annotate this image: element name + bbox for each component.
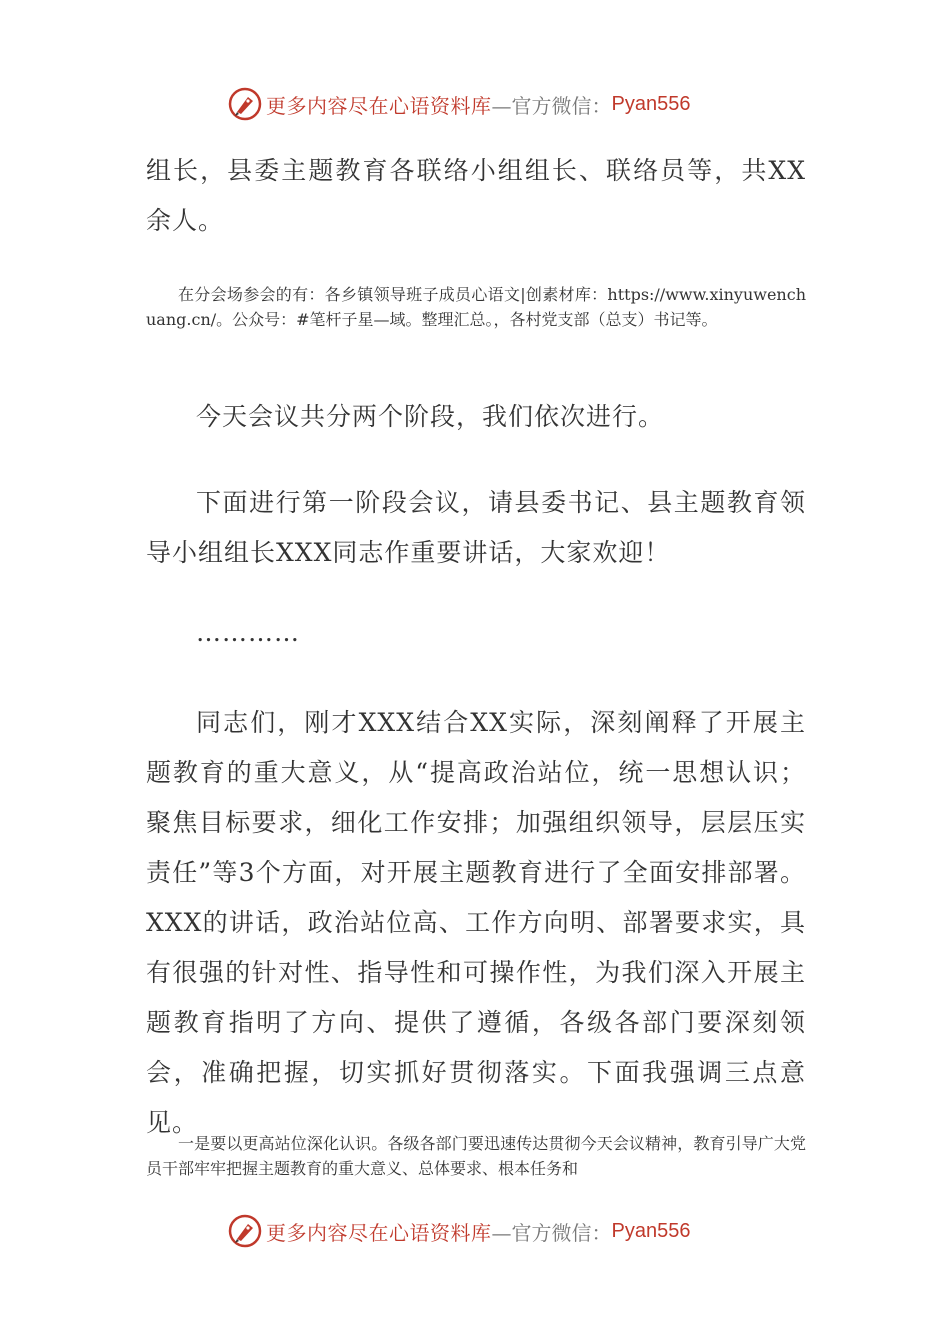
- paragraph-first-stage-intro: 下面进行第一阶段会议，请县委书记、县主题教育领导小组组长XXX同志作重要讲话，大家欢迎！: [146, 488, 806, 567]
- footer-wechat-label: —官方微信：: [491, 1220, 612, 1245]
- footer-banner: [228, 1211, 748, 1251]
- footer-brand-text: 更多内容尽在心语资料库: [266, 1220, 492, 1245]
- footer-wechat-id: Pyan556: [611, 1219, 691, 1242]
- header-banner: [228, 84, 748, 124]
- paragraph-attendees-continued: 组长，县委主题教育各联络小组组长、联络员等，共XX余人。: [146, 156, 806, 235]
- header-brand-text: 更多内容尽在心语资料库: [266, 93, 492, 118]
- paragraph-two-stages: 今天会议共分两个阶段，我们依次进行。: [196, 402, 665, 431]
- paragraph-subvenue-attendees: 在分会场参会的有：各乡镇领导班子成员心语文|创素材库：https://www.xinyuwenchuang.cn/。公众号：#笔杆子星—域。整理汇总。，各村党支部（总支）书记等。: [146, 285, 806, 329]
- header-wechat-id: Pyan556: [611, 92, 691, 115]
- pen-nib-icon: [228, 87, 262, 121]
- paragraph-summary-remarks: 同志们，刚才XXX结合XX实际，深刻阐释了开展主题教育的重大意义，从“提高政治站位，统一思想认识；聚焦目标要求，细化工作安排；加强组织领导，层层压实责任”等3个方面，对开展主题教育进行了全面安排部署。XXX的讲话，政治站位高、工作方向明、部署要求实，具有很强的针对性、指导性和可操作性，为我们深入开展主题教育指明了方向、提供了遵循，各级各部门要深刻领会，准确把握，切实抓好贯彻落实。下面我强调三点意见。: [146, 708, 806, 1137]
- header-wechat-label: —官方微信：: [491, 93, 612, 118]
- paragraph-ellipsis: …………: [196, 618, 300, 647]
- pen-nib-icon: [228, 1214, 262, 1248]
- paragraph-point-one: 一是要以更高站位深化认识。各级各部门要迅速传达贯彻今天会议精神，教育引导广大党员干部牢牢把握主题教育的重大意义、总体要求、根本任务和: [146, 1134, 806, 1178]
